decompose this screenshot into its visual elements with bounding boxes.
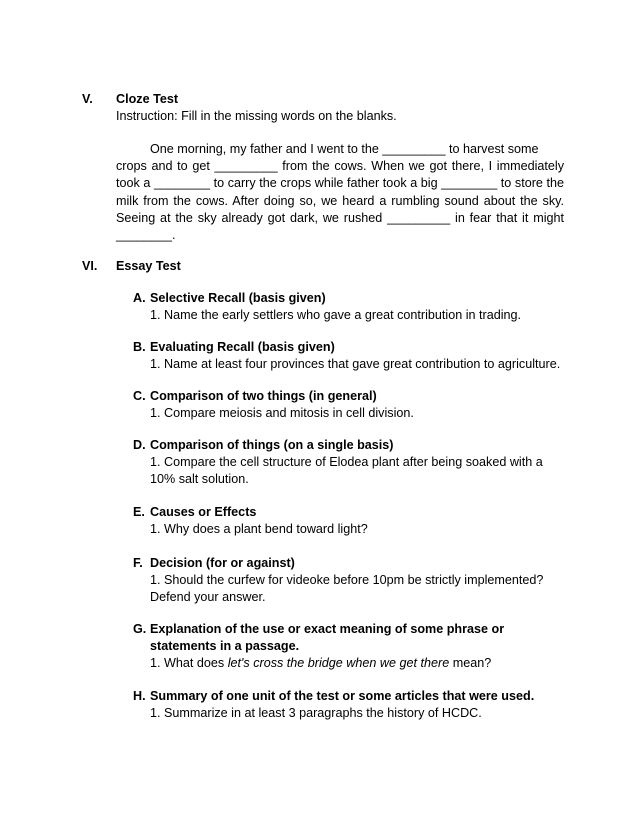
item-letter: F. (133, 556, 143, 570)
cloze-paragraph (116, 141, 564, 244)
section-vi-numeral: VI. (82, 259, 98, 273)
cloze-line: ________. (116, 228, 176, 243)
essay-item-b (133, 339, 563, 373)
item-question: 1. Should the curfew for videoke before 10pm be strictly implemented? (150, 573, 544, 587)
item-heading: Comparison of two things (in general) (150, 389, 377, 403)
cloze-line: Seeing at the sky already got dark, we rushed _________ in fear that it might (116, 210, 564, 225)
item-letter: H. (133, 689, 146, 703)
item-heading-continued: statements in a passage. (150, 639, 300, 653)
section-v-numeral: V. (82, 92, 93, 106)
item-question: 1. Why does a plant bend toward light? (150, 522, 368, 536)
essay-item-h (133, 688, 563, 722)
question-prefix: 1. What does (150, 656, 228, 670)
essay-item-e (133, 504, 563, 538)
item-question-continued: Defend your answer. (150, 590, 266, 604)
item-heading: Decision (for or against) (150, 556, 295, 570)
section-vi-title: Essay Test (116, 259, 181, 273)
item-question: 1. Name at least four provinces that gave great contribution to agriculture. (150, 357, 561, 371)
item-heading: Comparison of things (on a single basis) (150, 438, 394, 452)
question-italic-phrase: let's cross the bridge when we get there (227, 656, 450, 670)
item-question: 1. Summarize in at least 3 paragraphs the history of HCDC. (150, 706, 482, 720)
item-heading: Selective Recall (basis given) (150, 291, 326, 305)
item-letter: B. (133, 340, 146, 354)
item-letter: A. (133, 291, 146, 305)
section-v-title: Cloze Test (116, 92, 179, 106)
essay-item-g (133, 621, 563, 672)
item-heading: Explanation of the use or exact meaning of some phrase or (150, 622, 505, 636)
item-question-continued: 10% salt solution. (150, 472, 249, 486)
item-heading: Summary of one unit of the test or some articles that were used. (150, 689, 535, 703)
item-question (150, 655, 563, 672)
cloze-line: took a ________ to carry the crops while father took a big ________ to store the (116, 176, 564, 191)
cloze-instruction: Instruction: Fill in the missing words on the blanks. (116, 109, 397, 123)
item-heading: Causes or Effects (150, 505, 257, 519)
item-letter: G. (133, 622, 147, 636)
essay-item-d (133, 437, 563, 488)
item-letter: C. (133, 389, 146, 403)
cloze-line: milk from the cows. After doing so, we heard a rumbling sound about the sky. (116, 193, 564, 208)
essay-item-f (133, 555, 563, 606)
item-question: 1. Compare the cell structure of Elodea plant after being soaked with a (150, 455, 543, 469)
item-letter: E. (133, 505, 145, 519)
cloze-line: crops and to get _________ from the cows. When we got there, I immediately (116, 159, 564, 174)
cloze-line: One morning, my father and I went to the _________ to harvest some (150, 142, 539, 156)
item-question: 1. Name the early settlers who gave a great contribution in trading. (150, 308, 522, 322)
essay-item-c (133, 388, 563, 422)
item-heading: Evaluating Recall (basis given) (150, 340, 335, 354)
item-letter: D. (133, 438, 146, 452)
essay-item-a (133, 290, 563, 324)
item-question: 1. Compare meiosis and mitosis in cell division. (150, 406, 414, 420)
question-suffix: mean? (449, 656, 492, 670)
